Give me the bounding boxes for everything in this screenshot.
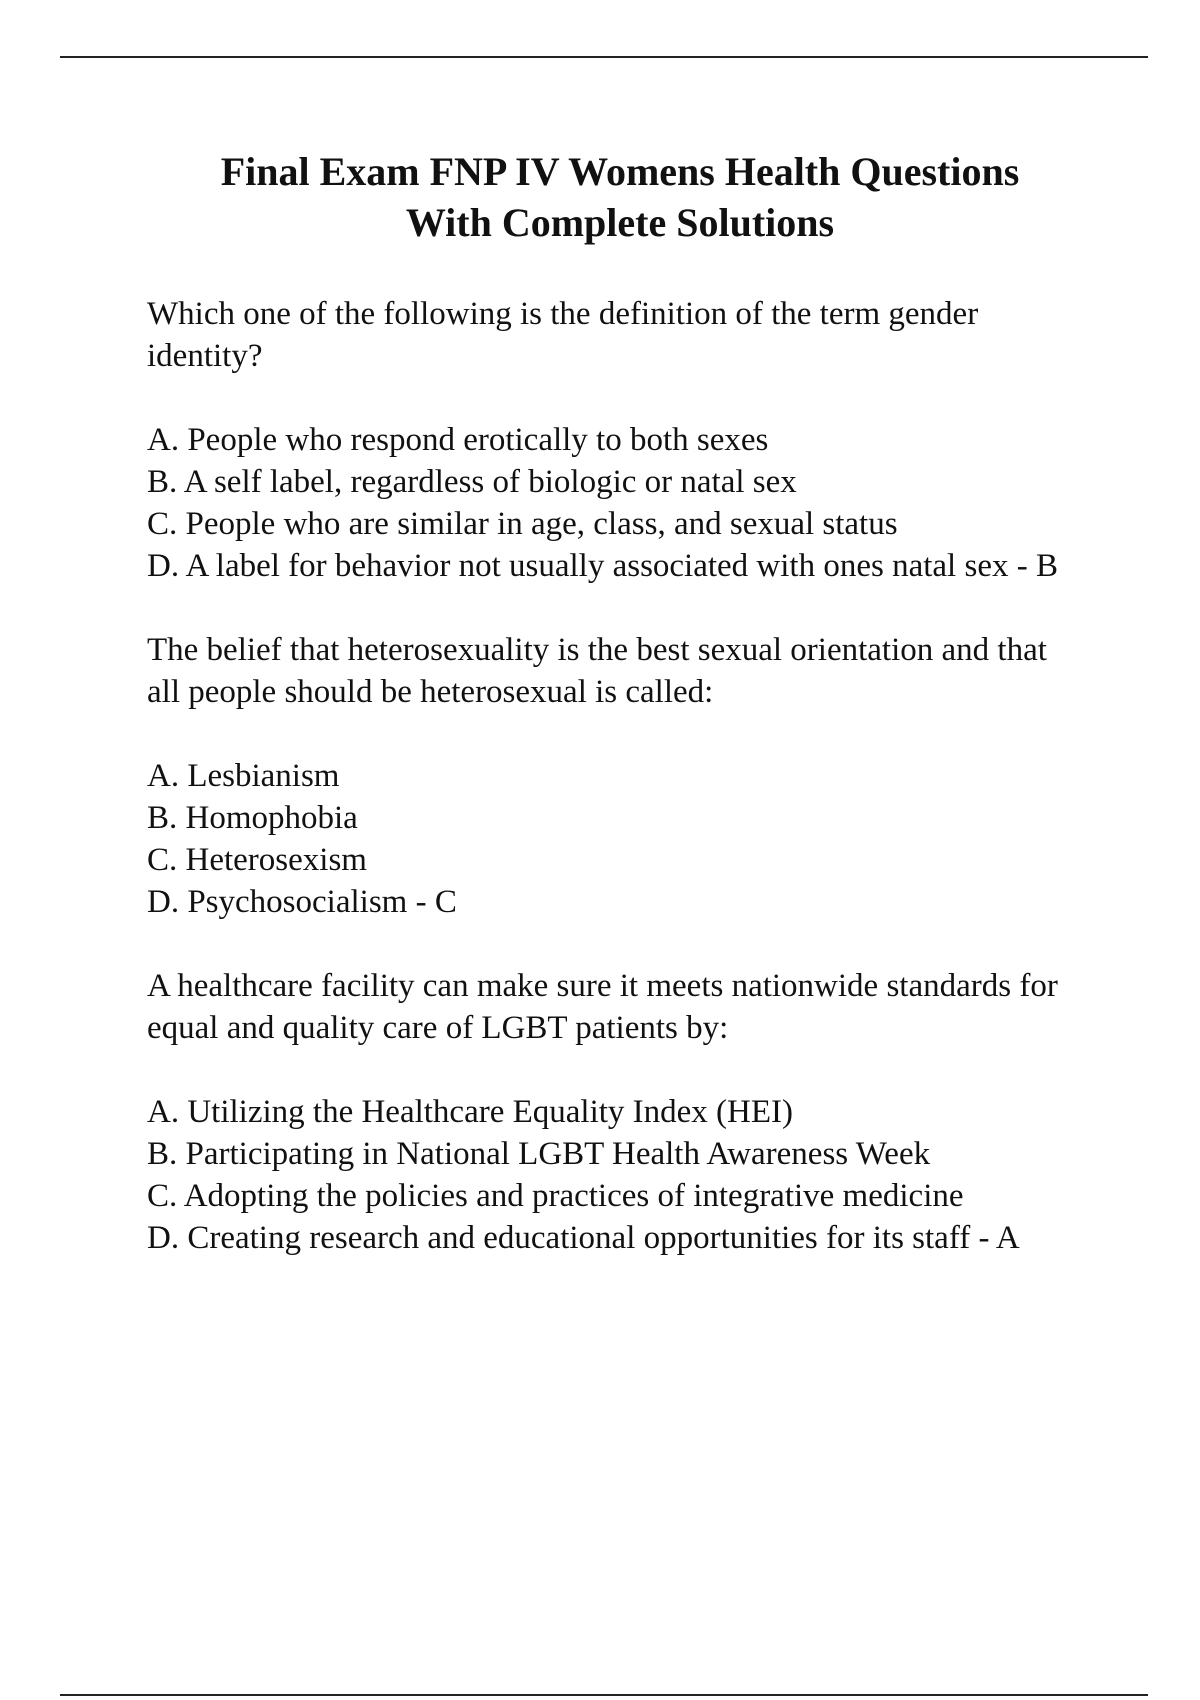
question-list	[147, 293, 1087, 1301]
option-c: C. Heterosexism	[147, 842, 367, 878]
option-a: A. Utilizing the Healthcare Equality Index (HEI)	[147, 1094, 794, 1130]
page-title	[0, 146, 1200, 248]
title-line-1: Final Exam FNP IV Womens Health Questions	[220, 149, 1020, 194]
question-block	[147, 293, 1087, 587]
footer-rule	[60, 1694, 1148, 1696]
option-list	[147, 755, 1087, 923]
option-d: D. Psychosocialism - C	[147, 884, 457, 920]
question-block	[147, 965, 1087, 1259]
option-b: B. Homophobia	[147, 800, 358, 836]
option-a: A. Lesbianism	[147, 758, 340, 794]
option-c: C. People who are similar in age, class, and sexual status	[147, 506, 898, 542]
option-c: C. Adopting the policies and practices of integrative medicine	[147, 1178, 964, 1214]
question-text: A healthcare facility can make sure it meets nationwide standards for equal and quality care of LGBT patients by:	[147, 968, 1058, 1046]
option-list	[147, 419, 1087, 587]
header-rule	[60, 56, 1148, 58]
option-a: A. People who respond erotically to both sexes	[147, 422, 769, 458]
question-block	[147, 629, 1087, 923]
question-text: The belief that heterosexuality is the best sexual orientation and that all people should be heterosexual is called:	[147, 632, 1047, 710]
title-line-2: With Complete Solutions	[405, 200, 835, 245]
option-list	[147, 1091, 1087, 1259]
option-d: D. Creating research and educational opportunities for its staff - A	[147, 1220, 1020, 1256]
option-d: D. A label for behavior not usually associated with ones natal sex - B	[147, 548, 1058, 584]
option-b: B. Participating in National LGBT Health Awareness Week	[147, 1136, 931, 1172]
option-b: B. A self label, regardless of biologic or natal sex	[147, 464, 797, 500]
question-text: Which one of the following is the definition of the term gender identity?	[147, 296, 979, 374]
